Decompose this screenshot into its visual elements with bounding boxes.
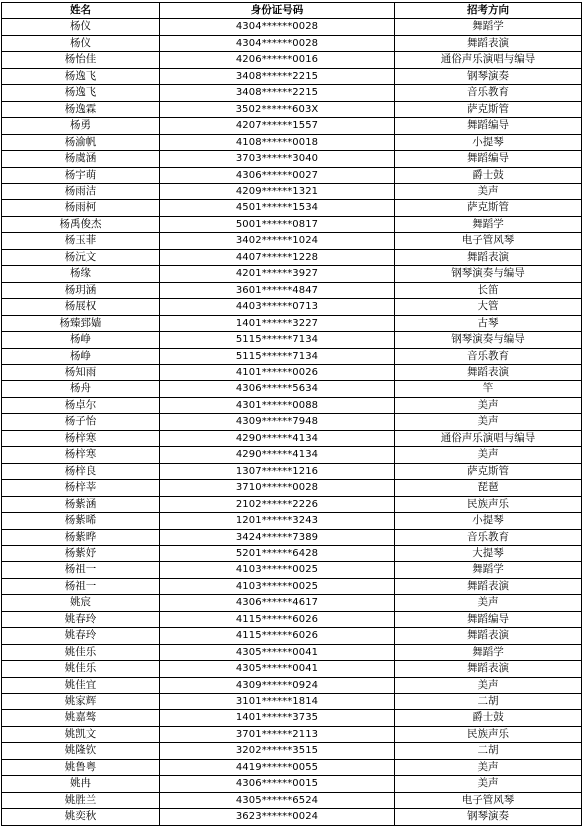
table-row — [2, 447, 582, 463]
table-row — [2, 776, 582, 792]
name-cell: 姚隆钦 — [2, 743, 160, 759]
name-cell: 姚春玲 — [2, 628, 160, 644]
table-row — [2, 562, 582, 578]
direction-cell: 舞蹈表演 — [395, 628, 582, 644]
table-row — [2, 463, 582, 479]
id-number-cell: 3623******0024 — [160, 809, 395, 825]
direction-cell: 美声 — [395, 447, 582, 463]
name-cell: 杨梓寒 — [2, 447, 160, 463]
name-cell: 杨峥 — [2, 332, 160, 348]
direction-cell: 民族声乐 — [395, 496, 582, 512]
table-row — [2, 118, 582, 134]
table-row — [2, 677, 582, 693]
direction-cell: 舞蹈学 — [395, 644, 582, 660]
name-cell: 杨仪 — [2, 19, 160, 35]
name-cell: 杨祖一 — [2, 578, 160, 594]
table-row — [2, 545, 582, 561]
name-cell: 姚春玲 — [2, 611, 160, 627]
id-number-cell: 1201******3243 — [160, 513, 395, 529]
direction-cell: 美声 — [395, 677, 582, 693]
table-row — [2, 578, 582, 594]
table-row — [2, 644, 582, 660]
table-row — [2, 480, 582, 496]
id-number-cell: 3402******1024 — [160, 233, 395, 249]
name-cell: 杨梓莘 — [2, 480, 160, 496]
id-number-cell: 3408******2215 — [160, 68, 395, 84]
direction-cell: 舞蹈学 — [395, 216, 582, 232]
id-number-cell: 5115******7134 — [160, 348, 395, 364]
id-number-cell: 4101******0026 — [160, 364, 395, 380]
direction-cell: 舞蹈表演 — [395, 364, 582, 380]
direction-cell: 长笛 — [395, 282, 582, 298]
direction-cell: 钢琴演奏 — [395, 68, 582, 84]
table-row — [2, 414, 582, 430]
id-number-cell: 3424******7389 — [160, 529, 395, 545]
table-row — [2, 151, 582, 167]
table-row — [2, 759, 582, 775]
name-cell: 杨渝帆 — [2, 134, 160, 150]
table-row — [2, 299, 582, 315]
direction-cell: 钢琴演奏与编导 — [395, 266, 582, 282]
id-number-cell: 1401******3735 — [160, 710, 395, 726]
name-cell: 杨梓寒 — [2, 430, 160, 446]
direction-cell: 舞蹈编导 — [395, 118, 582, 134]
direction-cell: 电子管风琴 — [395, 233, 582, 249]
id-number-cell: 3101******1814 — [160, 694, 395, 710]
table-row — [2, 85, 582, 101]
name-cell: 杨沅文 — [2, 249, 160, 265]
direction-cell: 音乐教育 — [395, 529, 582, 545]
name-cell: 姚凯文 — [2, 726, 160, 742]
header-direction: 招考方向 — [395, 3, 582, 19]
name-cell: 姚奕秋 — [2, 809, 160, 825]
table-row — [2, 315, 582, 331]
table-row — [2, 19, 582, 35]
name-cell: 杨臻郅嫱 — [2, 315, 160, 331]
table-row — [2, 496, 582, 512]
name-cell: 姚胜兰 — [2, 792, 160, 808]
table-row — [2, 397, 582, 413]
name-cell: 杨怡佳 — [2, 52, 160, 68]
table-row — [2, 792, 582, 808]
table-row — [2, 332, 582, 348]
id-number-cell: 4306******0027 — [160, 167, 395, 183]
table-row — [2, 529, 582, 545]
name-cell: 杨峥 — [2, 348, 160, 364]
name-cell: 姚佳宜 — [2, 677, 160, 693]
id-number-cell: 4209******1321 — [160, 183, 395, 199]
name-cell: 杨虞涵 — [2, 151, 160, 167]
table-row — [2, 726, 582, 742]
id-number-cell: 4301******0088 — [160, 397, 395, 413]
id-number-cell: 4309******0924 — [160, 677, 395, 693]
direction-cell: 电子管风琴 — [395, 792, 582, 808]
direction-cell: 爵士鼓 — [395, 167, 582, 183]
table-row — [2, 743, 582, 759]
name-cell: 杨卓尔 — [2, 397, 160, 413]
name-cell: 姚佳乐 — [2, 661, 160, 677]
name-cell: 杨知雨 — [2, 364, 160, 380]
direction-cell: 舞蹈编导 — [395, 611, 582, 627]
id-number-cell: 4207******1557 — [160, 118, 395, 134]
direction-cell: 美声 — [395, 759, 582, 775]
id-number-cell: 2102******2226 — [160, 496, 395, 512]
table-row — [2, 595, 582, 611]
direction-cell: 音乐教育 — [395, 348, 582, 364]
direction-cell: 竿 — [395, 381, 582, 397]
table-row — [2, 35, 582, 51]
direction-cell: 舞蹈学 — [395, 562, 582, 578]
table-row — [2, 183, 582, 199]
table-row — [2, 52, 582, 68]
direction-cell: 钢琴演奏 — [395, 809, 582, 825]
id-number-cell: 4501******1534 — [160, 200, 395, 216]
name-cell: 杨舟 — [2, 381, 160, 397]
header-name: 姓名 — [2, 3, 160, 19]
name-cell: 姚佳乐 — [2, 644, 160, 660]
name-cell: 杨逸飞 — [2, 68, 160, 84]
direction-cell: 舞蹈表演 — [395, 661, 582, 677]
id-number-cell: 4201******3927 — [160, 266, 395, 282]
table-row — [2, 430, 582, 446]
direction-cell: 小提琴 — [395, 513, 582, 529]
id-number-cell: 4403******0713 — [160, 299, 395, 315]
id-number-cell: 4103******0025 — [160, 578, 395, 594]
id-number-cell: 1307******1216 — [160, 463, 395, 479]
direction-cell: 美声 — [395, 595, 582, 611]
id-number-cell: 4290******4134 — [160, 430, 395, 446]
direction-cell: 通俗声乐演唱与编导 — [395, 52, 582, 68]
table-row — [2, 611, 582, 627]
id-number-cell: 3601******4847 — [160, 282, 395, 298]
id-number-cell: 3710******0028 — [160, 480, 395, 496]
name-cell: 姚冉 — [2, 776, 160, 792]
id-number-cell: 4306******0015 — [160, 776, 395, 792]
table-row — [2, 628, 582, 644]
name-cell: 杨仪 — [2, 35, 160, 51]
table-row — [2, 348, 582, 364]
id-number-cell: 3703******3040 — [160, 151, 395, 167]
direction-cell: 萨克斯管 — [395, 463, 582, 479]
name-cell: 姚家辉 — [2, 694, 160, 710]
id-number-cell: 3502******603X — [160, 101, 395, 117]
direction-cell: 舞蹈编导 — [395, 151, 582, 167]
id-number-cell: 4115******6026 — [160, 628, 395, 644]
direction-cell: 爵士鼓 — [395, 710, 582, 726]
id-number-cell: 4290******4134 — [160, 447, 395, 463]
direction-cell: 美声 — [395, 397, 582, 413]
id-number-cell: 3408******2215 — [160, 85, 395, 101]
id-number-cell: 4419******0055 — [160, 759, 395, 775]
name-cell: 杨紫涵 — [2, 496, 160, 512]
table-row — [2, 216, 582, 232]
name-cell: 杨雨柯 — [2, 200, 160, 216]
id-number-cell: 4115******6026 — [160, 611, 395, 627]
name-cell: 杨雨洁 — [2, 183, 160, 199]
name-cell: 杨子怡 — [2, 414, 160, 430]
id-number-cell: 4304******0028 — [160, 19, 395, 35]
name-cell: 杨玉菲 — [2, 233, 160, 249]
id-number-cell: 5201******6428 — [160, 545, 395, 561]
table-row — [2, 661, 582, 677]
id-number-cell: 1401******3227 — [160, 315, 395, 331]
name-cell: 姚嘉骜 — [2, 710, 160, 726]
table-row — [2, 710, 582, 726]
name-cell: 杨逸飞 — [2, 85, 160, 101]
name-cell: 杨勇 — [2, 118, 160, 134]
direction-cell: 舞蹈学 — [395, 19, 582, 35]
direction-cell: 二胡 — [395, 743, 582, 759]
header-id-number: 身份证号码 — [160, 3, 395, 19]
direction-cell: 舞蹈表演 — [395, 35, 582, 51]
name-cell: 杨逸霖 — [2, 101, 160, 117]
id-number-cell: 4407******1228 — [160, 249, 395, 265]
direction-cell: 大管 — [395, 299, 582, 315]
table-row — [2, 134, 582, 150]
id-number-cell: 3202******3515 — [160, 743, 395, 759]
id-number-cell: 4309******7948 — [160, 414, 395, 430]
direction-cell: 钢琴演奏与编导 — [395, 332, 582, 348]
direction-cell: 民族声乐 — [395, 726, 582, 742]
table-row — [2, 167, 582, 183]
table-row — [2, 513, 582, 529]
name-cell: 杨梓良 — [2, 463, 160, 479]
id-number-cell: 4206******0016 — [160, 52, 395, 68]
direction-cell: 古琴 — [395, 315, 582, 331]
candidate-table — [1, 2, 582, 826]
id-number-cell: 4306******5634 — [160, 381, 395, 397]
direction-cell: 美声 — [395, 776, 582, 792]
name-cell: 杨祖一 — [2, 562, 160, 578]
id-number-cell: 4304******0028 — [160, 35, 395, 51]
table-row — [2, 101, 582, 117]
direction-cell: 萨克斯管 — [395, 200, 582, 216]
name-cell: 姚宸 — [2, 595, 160, 611]
direction-cell: 琵琶 — [395, 480, 582, 496]
table-row — [2, 266, 582, 282]
id-number-cell: 4108******0018 — [160, 134, 395, 150]
name-cell: 杨紫晔 — [2, 529, 160, 545]
id-number-cell: 3701******2113 — [160, 726, 395, 742]
header-row — [2, 3, 582, 19]
table-row — [2, 68, 582, 84]
name-cell: 杨玥涵 — [2, 282, 160, 298]
id-number-cell: 4305******0041 — [160, 661, 395, 677]
table-row — [2, 381, 582, 397]
direction-cell: 小提琴 — [395, 134, 582, 150]
id-number-cell: 4306******4617 — [160, 595, 395, 611]
direction-cell: 美声 — [395, 183, 582, 199]
direction-cell: 二胡 — [395, 694, 582, 710]
direction-cell: 舞蹈表演 — [395, 249, 582, 265]
table-row — [2, 233, 582, 249]
name-cell: 杨缘 — [2, 266, 160, 282]
name-cell: 姚鲁粤 — [2, 759, 160, 775]
direction-cell: 音乐教育 — [395, 85, 582, 101]
id-number-cell: 4305******6524 — [160, 792, 395, 808]
id-number-cell: 5001******0817 — [160, 216, 395, 232]
direction-cell: 舞蹈表演 — [395, 578, 582, 594]
direction-cell: 通俗声乐演唱与编导 — [395, 430, 582, 446]
table-row — [2, 694, 582, 710]
name-cell: 杨宇萌 — [2, 167, 160, 183]
direction-cell: 大提琴 — [395, 545, 582, 561]
id-number-cell: 4305******0041 — [160, 644, 395, 660]
id-number-cell: 4103******0025 — [160, 562, 395, 578]
id-number-cell: 5115******7134 — [160, 332, 395, 348]
table-row — [2, 364, 582, 380]
table-row — [2, 282, 582, 298]
direction-cell: 美声 — [395, 414, 582, 430]
name-cell: 杨紫妤 — [2, 545, 160, 561]
name-cell: 杨禹俊杰 — [2, 216, 160, 232]
direction-cell: 萨克斯管 — [395, 101, 582, 117]
name-cell: 杨展权 — [2, 299, 160, 315]
table-row — [2, 249, 582, 265]
table-row — [2, 809, 582, 825]
name-cell: 杨紫晞 — [2, 513, 160, 529]
table-row — [2, 200, 582, 216]
